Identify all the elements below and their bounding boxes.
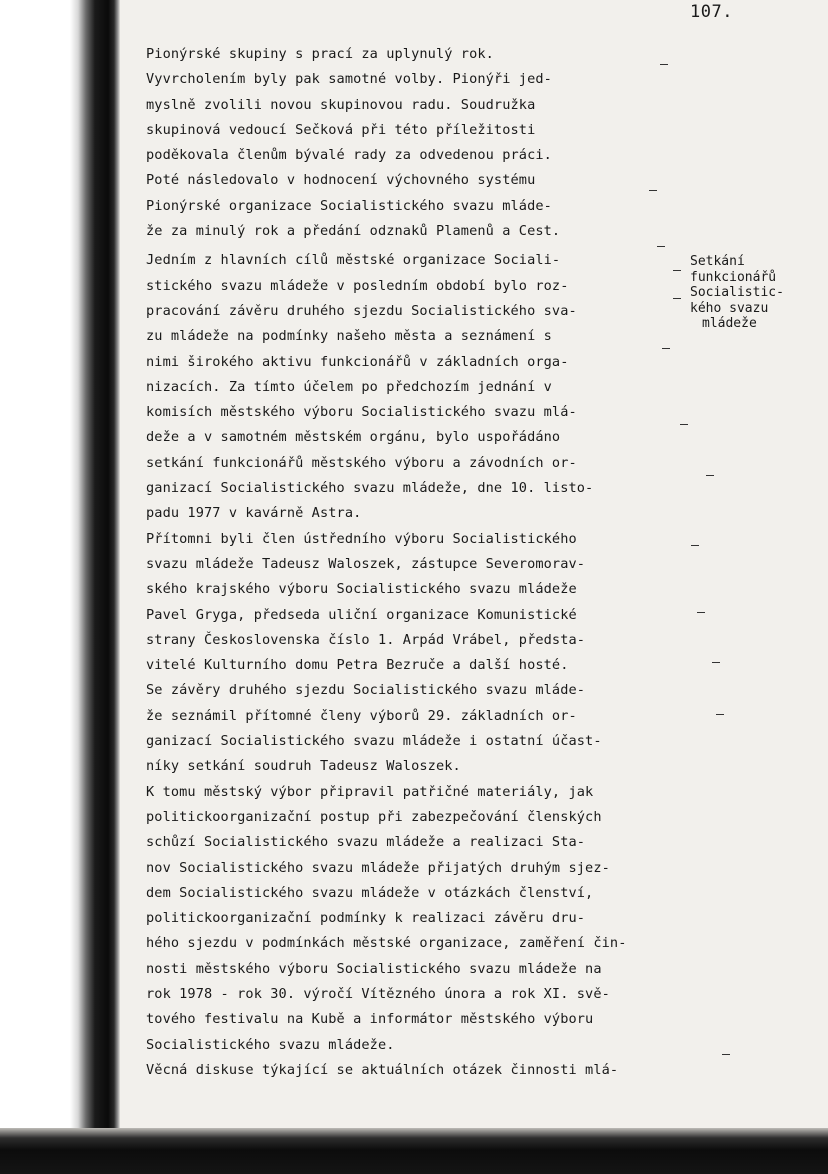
page-number: 107. [690, 2, 733, 22]
text-line: zu mládeže na podmínky našeho města a seznámení s [146, 328, 552, 345]
text-line: schůzí Socialistického svazu mládeže a realizaci Sta- [146, 834, 586, 851]
margin-tick [706, 475, 714, 476]
text-line: stického svazu mládeže v posledním období bylo roz- [146, 277, 569, 294]
scan-bottom-shadow [0, 1128, 828, 1174]
text-line: Poté následovalo v hodnocení výchovného systému [146, 172, 536, 189]
margin-tick [712, 662, 720, 663]
margin-note-line: mládeže [702, 316, 757, 331]
margin-note-line: kého svazu [690, 300, 769, 316]
margin-tick [673, 298, 681, 299]
margin-tick [660, 64, 668, 65]
text-line: Pionýrské organizace Socialistického svazu mláde- [146, 197, 552, 214]
text-line: níky setkání soudruh Tadeusz Waloszek. [146, 758, 461, 775]
text-line: nimi širokého aktivu funkcionářů v základních orga- [146, 353, 569, 370]
scan-gutter-shadow [0, 0, 120, 1174]
text-line: politickoorganizační postup při zabezpečování členských [146, 808, 602, 825]
margin-tick [722, 1054, 730, 1055]
margin-note [690, 254, 784, 332]
margin-tick [716, 714, 724, 715]
margin-tick [649, 190, 657, 191]
text-line: Jedním z hlavních cílů městské organizace Sociali- [146, 252, 561, 269]
typed-body-text [146, 42, 706, 1083]
margin-note-line: Setkání [690, 254, 745, 269]
text-line: Vyvrcholením byly pak samotné volby. Pionýři jed- [146, 71, 552, 88]
text-line: Socialistického svazu mládeže. [146, 1036, 395, 1053]
text-line: že seznámil přítomné členy výborů 29. základních or- [146, 707, 577, 724]
text-line: skupinová vedoucí Sečková při této příležitosti [146, 121, 536, 138]
text-line: ganizací Socialistického svazu mládeže i ostatní účast- [146, 733, 602, 750]
text-line: vitelé Kulturního domu Petra Bezruče a další hosté. [146, 657, 569, 674]
text-line: padu 1977 v kavárně Astra. [146, 505, 362, 522]
text-line: komisích městského výboru Socialistického svazu mlá- [146, 404, 577, 421]
text-line: ganizací Socialistického svazu mládeže, dne 10. listo- [146, 480, 594, 497]
margin-tick [657, 246, 665, 247]
text-line: nizacích. Za tímto účelem po předchozím jednání v [146, 378, 552, 395]
margin-tick [691, 545, 699, 546]
text-line: myslně zvolili novou skupinovou radu. Soudružka [146, 96, 536, 113]
margin-note-line: funkcionářů [690, 269, 777, 285]
text-line: hého sjezdu v podmínkách městské organizace, zaměření čin- [146, 935, 627, 952]
text-line: Se závěry druhého sjezdu Socialistického svazu mláde- [146, 682, 586, 699]
margin-note-line: Socialistic- [690, 285, 784, 300]
text-line: že za minulý rok a předání odznaků Plamenů a Cest. [146, 223, 561, 240]
text-line: poděkovala členům bývalé rady za odvedenou práci. [146, 147, 552, 164]
margin-tick [697, 612, 705, 613]
text-line: dem Socialistického svazu mládeže v otázkách členství, [146, 884, 594, 901]
text-line: svazu mládeže Tadeusz Waloszek, zástupce Severomorav- [146, 555, 586, 572]
margin-tick [680, 424, 688, 425]
text-line: nov Socialistického svazu mládeže přijatých druhým sjez- [146, 859, 610, 876]
text-line: Přítomni byli člen ústředního výboru Socialistického [146, 530, 577, 547]
text-line: deže a v samotném městském orgánu, bylo uspořádáno [146, 429, 561, 446]
text-line: rok 1978 - rok 30. výročí Vítězného února a rok XI. svě- [146, 985, 610, 1002]
text-line: pracování závěru druhého sjezdu Socialistického sva- [146, 302, 577, 319]
text-line: nosti městského výboru Socialistického svazu mládeže na [146, 960, 602, 977]
text-line: Pionýrské skupiny s prací za uplynulý rok. [146, 46, 494, 62]
text-line: ského krajského výboru Socialistického svazu mládeže [146, 581, 577, 598]
text-line: strany Československa číslo 1. Arpád Vrábel, předsta- [146, 631, 586, 648]
margin-tick [673, 270, 681, 271]
text-line: politickoorganizační podmínky k realizaci závěru dru- [146, 910, 586, 927]
text-line: setkání funkcionářů městského výboru a závodních or- [146, 454, 577, 471]
text-line: K tomu městský výbor připravil patřičné materiály, jak [146, 783, 594, 800]
text-line: Pavel Gryga, předseda uliční organizace Komunistické [146, 606, 577, 623]
text-line: tového festivalu na Kubě a informátor městského výboru [146, 1011, 594, 1028]
text-line: Věcná diskuse týkající se aktuálních otázek činnosti mlá- [146, 1061, 619, 1078]
margin-tick [662, 348, 670, 349]
